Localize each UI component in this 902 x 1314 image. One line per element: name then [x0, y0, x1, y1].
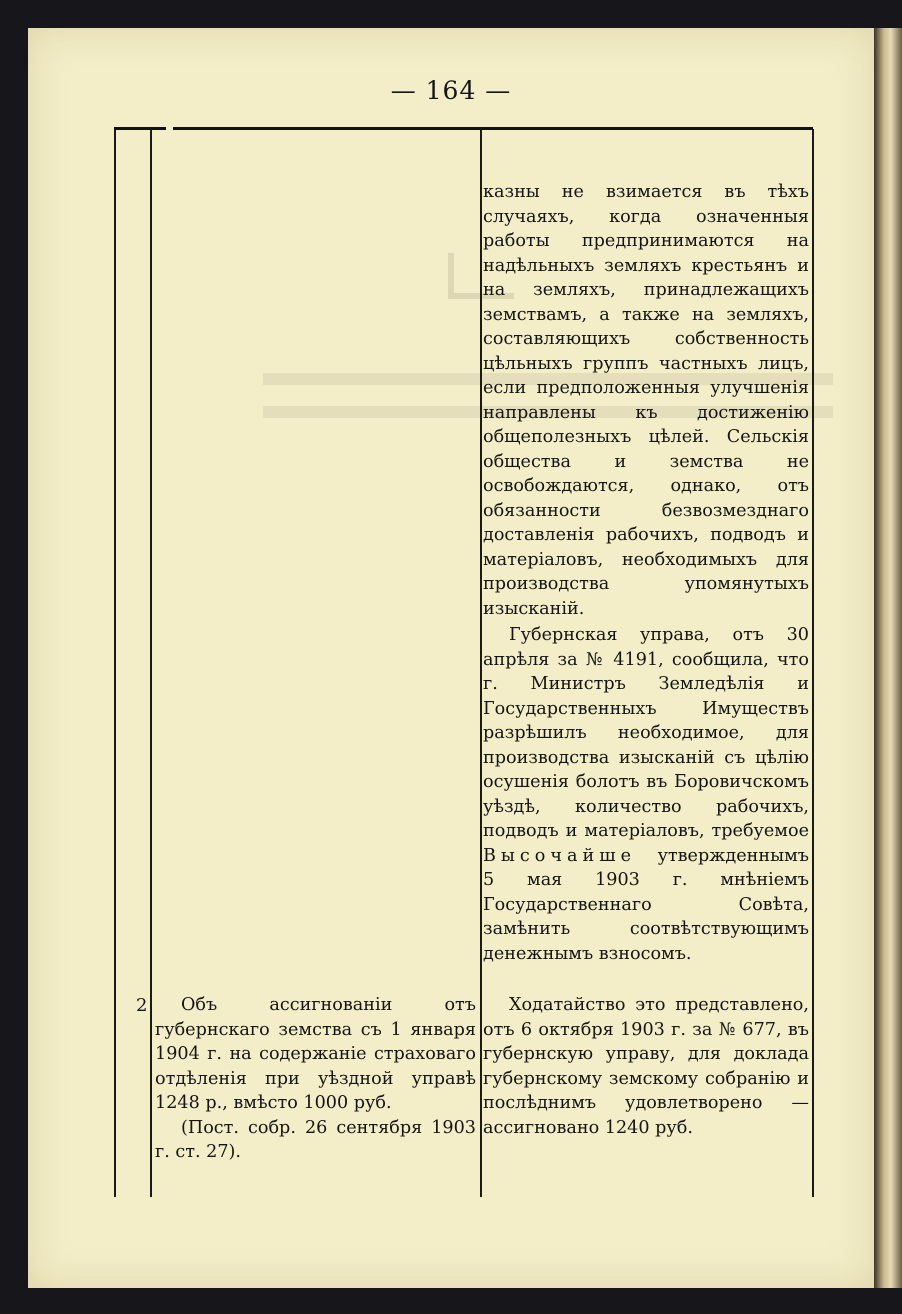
- column-divider-response: [480, 129, 482, 1197]
- row-2-number: 2: [136, 995, 148, 1016]
- table-top-rule-left: [114, 127, 166, 130]
- response-text: Ходатайство это представлено, отъ 6 октября 1903 г. за № 677, въ губернскую управу, для доклада губернскому земскому собранію и послѣднимъ удовлетворено — ассигновано 1240 руб.: [483, 995, 809, 1138]
- document-page: [28, 28, 874, 1288]
- response-paragraph-2-start: Губернская управа, отъ 30 апрѣля за № 4191, сообщила, что г. Министръ Земледѣлія и Государственныхъ Имуществъ разрѣшилъ необходимое, для производства изысканій съ цѣлію осушенія болотъ въ Боровичскомъ уѣздѣ, количество рабочихъ, подводъ и матеріаловъ, требуемое: [483, 625, 809, 841]
- response-paragraph-2-end: утвержденнымъ 5 мая 1903 г. мнѣніемъ Государственнаго Совѣта, замѣнить соотвѣтствующимъ денежнымъ взносомъ.: [483, 845, 809, 964]
- subject-text: Объ ассигнованіи отъ губернскаго земства съ 1 января 1904 г. на содержаніе страховаго отдѣленія при уѣздной управѣ 1248 р., вмѣсто 1000 руб.: [155, 995, 476, 1113]
- response-paragraph-2: [483, 623, 809, 966]
- row-2-response: [483, 993, 809, 1140]
- subject-source: (Пост. собр. 26 сентября 1903 г. ст. 27).: [155, 1117, 476, 1162]
- row-1-response: [483, 180, 809, 966]
- column-divider-number: [114, 129, 116, 1197]
- column-divider-right: [812, 129, 814, 1197]
- page-number: — 164 —: [390, 76, 512, 105]
- column-divider-subject: [150, 129, 152, 1197]
- response-paragraph-1: казны не взимается въ тѣхъ случаяхъ, когда означенныя работы предпринимаются на надѣльныхъ земляхъ крестьянъ и на земляхъ, принадлежащихъ земствамъ, а также на земляхъ, составляющихъ собственность цѣльныхъ группъ частныхъ лицъ, если предположенныя улучшенія направлены къ достиженію общеполезныхъ цѣлей. Сельскія общества и земства не освобождаются, однако, отъ обязанности безвозмезднаго доставленія рабочихъ, подводъ и матеріаловъ, необходимыхъ для производства упомянутыхъ изысканій.: [483, 182, 809, 619]
- page-edge-shadow: [874, 28, 902, 1288]
- table-top-rule-right: [173, 127, 813, 130]
- response-emphasis: Высочайше: [483, 845, 636, 866]
- row-2-subject: [155, 993, 476, 1165]
